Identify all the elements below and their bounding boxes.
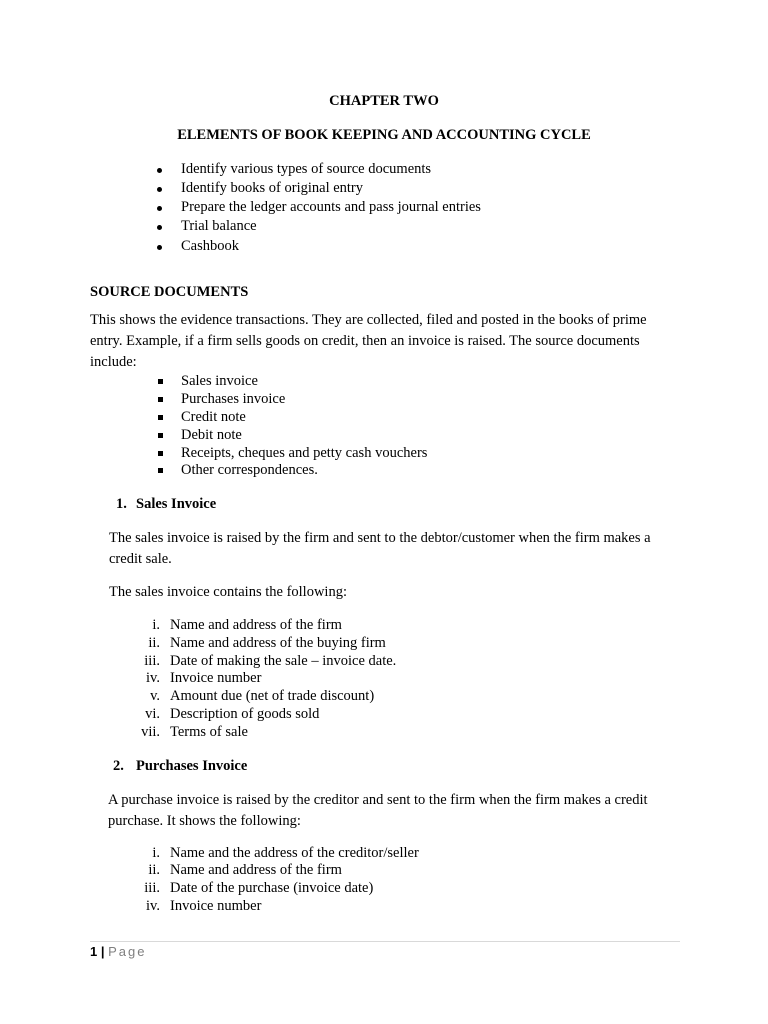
list-item: vi. Description of goods sold (145, 706, 320, 722)
bullet-icon (157, 187, 162, 192)
sales-invoice-intro: The sales invoice contains the following: (109, 584, 347, 600)
list-item: iv. Invoice number (146, 898, 262, 914)
square-bullet-icon (158, 397, 163, 402)
source-documents-paragraph: This shows the evidence transactions. They are collected, filed and posted in the books of prime entry. Example, if a firm sells goods on credit, then an invoice is raised. The source documents include: (90, 312, 647, 370)
square-bullet-icon (158, 468, 163, 473)
list-item: ii. Name and address of the buying firm (148, 635, 386, 651)
square-bullet-icon (158, 415, 163, 420)
section-heading-sales-invoice: Sales Invoice (136, 496, 217, 512)
list-item: iv. Invoice number (146, 670, 262, 686)
list-item: vii. Terms of sale (141, 724, 248, 740)
footer-separator: | (100, 944, 105, 959)
section-heading-purchases-invoice: Purchases Invoice (136, 758, 248, 774)
section-heading-source-documents: SOURCE DOCUMENTS (90, 284, 249, 300)
bullet-icon (157, 168, 162, 173)
purchases-invoice-paragraph: A purchase invoice is raised by the creditor and sent to the firm when the firm makes a credit purchase. It shows the following: (108, 792, 648, 829)
chapter-heading: CHAPTER TWO (329, 93, 439, 109)
bullet-icon (157, 245, 162, 250)
square-bullet-icon (158, 379, 163, 384)
bullet-icon (157, 225, 162, 230)
page-number: 1 (90, 944, 98, 959)
list-item: iii. Date of the purchase (invoice date) (144, 880, 374, 896)
square-bullet-icon (158, 433, 163, 438)
section-number-sales-invoice: 1. (116, 496, 127, 512)
chapter-title: ELEMENTS OF BOOK KEEPING AND ACCOUNTING CYCLE (177, 127, 591, 143)
square-bullet-icon (158, 451, 163, 456)
list-item: i. Name and address of the firm (152, 617, 342, 633)
list-item: iii. Date of making the sale – invoice date. (144, 653, 397, 669)
list-item: v. Amount due (net of trade discount) (150, 688, 375, 704)
footer-divider (90, 941, 680, 942)
section-number-purchases-invoice: 2. (113, 758, 124, 774)
page-label: Page (108, 944, 147, 959)
list-item: ii. Name and address of the firm (148, 862, 342, 878)
sales-invoice-paragraph: The sales invoice is raised by the firm and sent to the debtor/customer when the firm makes a credit sale. (109, 530, 651, 567)
bullet-icon (157, 206, 162, 211)
page-footer (90, 944, 147, 959)
list-item: i. Name and the address of the creditor/seller (152, 845, 419, 861)
